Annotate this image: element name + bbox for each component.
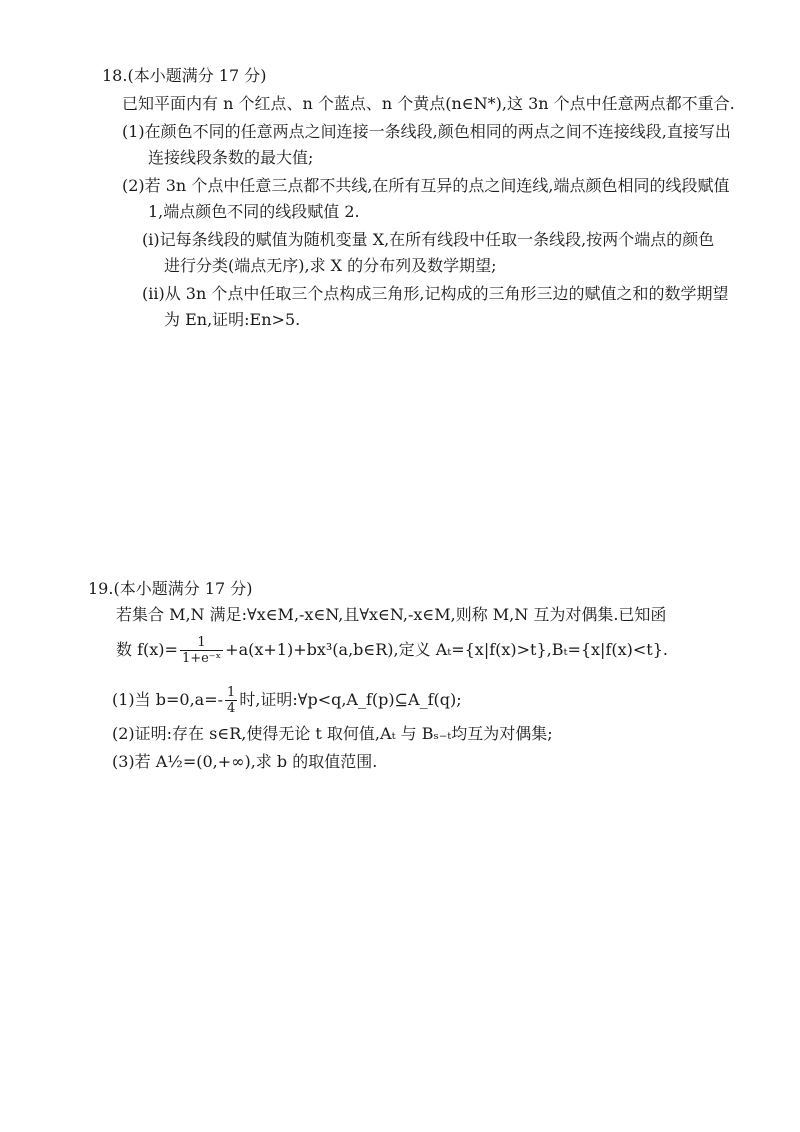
q19-def-numerator: 1 <box>180 635 223 651</box>
q19-p1-numerator: 1 <box>227 685 236 700</box>
q18-part2-line1: (2)若 3n 个点中任意三点都不共线,在所有互异的点之间连线,端点颜色相同的线段赋值 <box>122 176 730 195</box>
q18-part1-line1: (1)在颜色不同的任意两点之间连接一条线段,颜色相同的两点之间不连接线段,直接写出 <box>122 122 731 141</box>
q19-def-prefix: 数 f(x)= <box>116 640 178 659</box>
q18-part1-line2: 连接线段条数的最大值; <box>148 148 314 167</box>
q18-part2-line2: 1,端点颜色不同的线段赋值 2. <box>148 202 360 221</box>
q19-part3: (3)若 A½=(0,+∞),求 b 的取值范围. <box>112 752 378 771</box>
q19-p1-prefix: (1)当 b=0,a=- <box>112 690 224 709</box>
q19-part1 <box>112 680 462 720</box>
q19-def-denominator: 1+e⁻ˣ <box>181 651 222 666</box>
q18-header: 18.(本小题满分 17 分) <box>102 66 267 85</box>
q18-subpart-ii-line2: 为 En,证明:En>5. <box>164 310 301 329</box>
q19-header: 19.(本小题满分 17 分) <box>88 579 253 598</box>
q18-intro: 已知平面内有 n 个红点、n 个蓝点、n 个黄点(n∈N*),这 3n 个点中任意两点都不重合. <box>122 94 735 113</box>
q18-subpart-i-line2: 进行分类(端点无序),求 X 的分布列及数学期望; <box>164 256 497 275</box>
q19-definition <box>116 630 668 670</box>
q19-def-fraction <box>180 635 223 666</box>
q18-subpart-i-line1: (i)记每条线段的赋值为随机变量 X,在所有线段中任取一条线段,按两个端点的颜色 <box>142 230 715 249</box>
q19-p1-fraction <box>225 685 237 716</box>
q19-def-suffix: +a(x+1)+bx³(a,b∈R),定义 Aₜ={x|f(x)>t},Bₜ={x|f(x)<t}. <box>225 640 668 659</box>
q19-p1-suffix: 时,证明:∀p<q,A_f(p)⊆A_f(q); <box>239 690 462 709</box>
q19-p1-denominator: 4 <box>227 701 236 716</box>
q19-intro: 若集合 M,N 满足:∀x∈M,-x∈N,且∀x∈N,-x∈M,则称 M,N 互为对偶集.已知函 <box>116 605 667 624</box>
q19-part2: (2)证明:存在 s∈R,使得无论 t 取何值,Aₜ 与 Bₛ₋ₜ均互为对偶集; <box>112 724 553 743</box>
q18-subpart-ii-line1: (ii)从 3n 个点中任取三个点构成三角形,记构成的三角形三边的赋值之和的数学期望 <box>142 284 729 303</box>
